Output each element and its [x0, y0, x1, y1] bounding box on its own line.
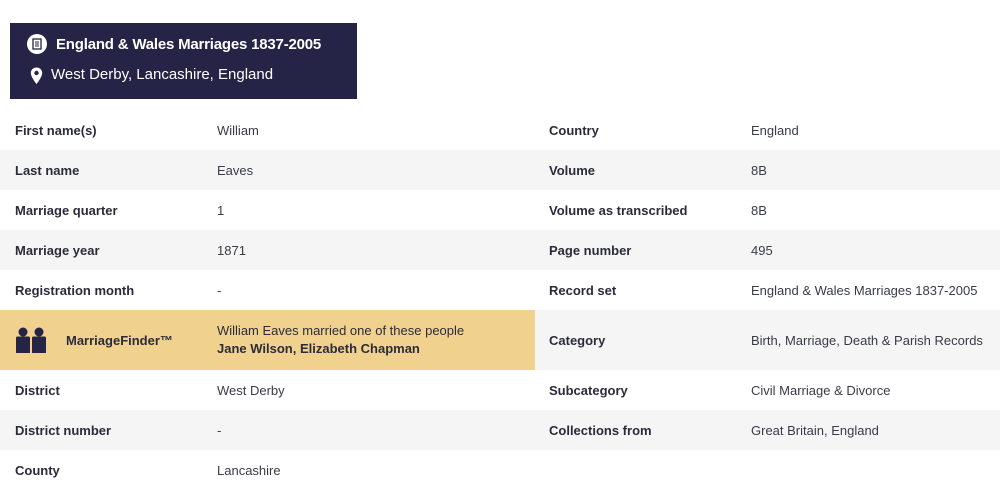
subcategory-value: Civil Marriage & Divorce — [751, 382, 891, 398]
detail-row — [0, 190, 1000, 230]
last-name-label: Last name — [15, 162, 80, 178]
marriage-finder-panel[interactable] — [0, 310, 535, 370]
detail-row — [0, 230, 1000, 270]
county-value: Lancashire — [217, 462, 281, 478]
collections-from-value: Great Britain, England — [751, 422, 879, 438]
people-icon — [15, 327, 47, 353]
volume-transcribed-label: Volume as transcribed — [549, 202, 688, 218]
country-value: England — [751, 122, 799, 138]
record-details — [0, 110, 1000, 490]
marriage-finder-names[interactable]: Jane Wilson, Elizabeth Chapman — [217, 341, 420, 356]
district-value: West Derby — [217, 382, 285, 398]
county-label: County — [15, 462, 60, 478]
detail-row — [0, 310, 1000, 370]
record-header — [10, 23, 357, 99]
marriage-year-label: Marriage year — [15, 242, 100, 258]
page-number-label: Page number — [549, 242, 632, 258]
first-name-value: William — [217, 122, 259, 138]
record-title-row — [27, 34, 321, 54]
marriage-finder-text: William Eaves married one of these people — [217, 323, 465, 338]
detail-row — [0, 110, 1000, 150]
record-place: West Derby, Lancashire, England — [51, 66, 274, 83]
collections-from-label: Collections from — [549, 422, 652, 438]
document-icon — [27, 34, 47, 54]
detail-row — [0, 370, 1000, 410]
registration-month-value: - — [217, 282, 222, 298]
detail-row — [0, 450, 1000, 490]
record-title: England & Wales Marriages 1837-2005 — [56, 35, 322, 53]
page-number-value: 495 — [751, 242, 773, 258]
registration-month-label: Registration month — [15, 282, 135, 298]
marriage-year-value: 1871 — [217, 242, 246, 258]
detail-row — [0, 270, 1000, 310]
district-number-value: - — [217, 422, 222, 438]
volume-label: Volume — [549, 162, 595, 178]
location-pin-icon — [30, 67, 43, 85]
marriage-finder-text-block — [217, 322, 464, 358]
marriage-quarter-value: 1 — [217, 202, 225, 218]
district-number-label: District number — [15, 422, 112, 438]
record-place-row — [30, 64, 273, 85]
subcategory-label: Subcategory — [549, 382, 628, 398]
district-label: District — [15, 382, 60, 398]
country-label: Country — [549, 122, 599, 138]
category-label: Category — [549, 332, 606, 348]
category-value: Birth, Marriage, Death & Parish Records — [751, 332, 983, 348]
last-name-value: Eaves — [217, 162, 254, 178]
detail-row — [0, 150, 1000, 190]
record-set-label: Record set — [549, 282, 617, 298]
first-name-label: First name(s) — [15, 122, 97, 138]
record-set-value: England & Wales Marriages 1837-2005 — [751, 282, 978, 298]
marriage-finder-label: MarriageFinder™ — [66, 332, 173, 348]
detail-row — [0, 410, 1000, 450]
volume-value: 8B — [751, 162, 767, 178]
volume-transcribed-value: 8B — [751, 202, 767, 218]
marriage-quarter-label: Marriage quarter — [15, 202, 118, 218]
